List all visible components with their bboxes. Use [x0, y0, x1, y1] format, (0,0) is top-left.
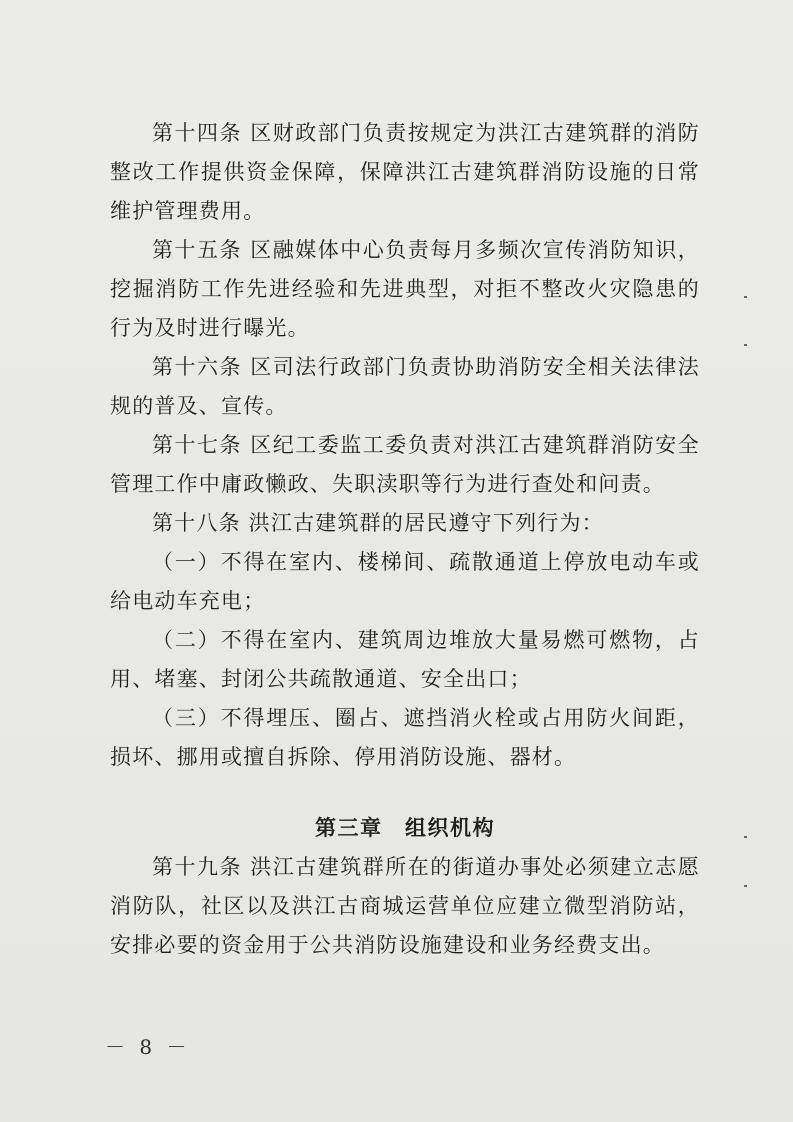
page-number: － 8 －	[105, 1035, 191, 1059]
scan-mark	[744, 344, 747, 346]
article-16: 第十六条 区司法行政部门负责协助消防安全相关法律法规的普及、宣传。	[110, 355, 700, 418]
scan-mark	[744, 836, 747, 838]
document-body	[110, 114, 700, 965]
scan-mark	[744, 296, 747, 298]
article-18: 第十八条 洪江古建筑群的居民遵守下列行为：	[152, 511, 604, 535]
article-14: 第十四条 区财政部门负责按规定为洪江古建筑群的消防整改工作提供资金保障，保障洪江古建筑群消防设施的日常维护管理费用。	[110, 121, 700, 223]
chapter-heading: 第三章 组织机构	[315, 816, 495, 840]
scan-mark	[744, 885, 747, 887]
article-18-item-3: （三）不得埋压、圈占、遮挡消火栓或占用防火间距，损坏、挪用或擅自拆除、停用消防设施、器材。	[110, 706, 700, 769]
article-15: 第十五条 区融媒体中心负责每月多频次宣传消防知识，挖掘消防工作先进经验和先进典型，对拒不整改火灾隐患的行为及时进行曝光。	[110, 238, 700, 340]
article-18-item-2: （二）不得在室内、建筑周边堆放大量易燃可燃物，占用、堵塞、封闭公共疏散通道、安全出口；	[110, 628, 700, 691]
article-19: 第十九条 洪江古建筑群所在的街道办事处必须建立志愿消防队，社区以及洪江古商城运营单位应建立微型消防站，安排必要的资金用于公共消防设施建设和业务经费支出。	[110, 855, 700, 957]
article-17: 第十七条 区纪工委监工委负责对洪江古建筑群消防安全管理工作中庸政懒政、失职渎职等行为进行查处和问责。	[110, 433, 700, 496]
article-18-item-1: （一）不得在室内、楼梯间、疏散通道上停放电动车或给电动车充电；	[110, 550, 700, 613]
